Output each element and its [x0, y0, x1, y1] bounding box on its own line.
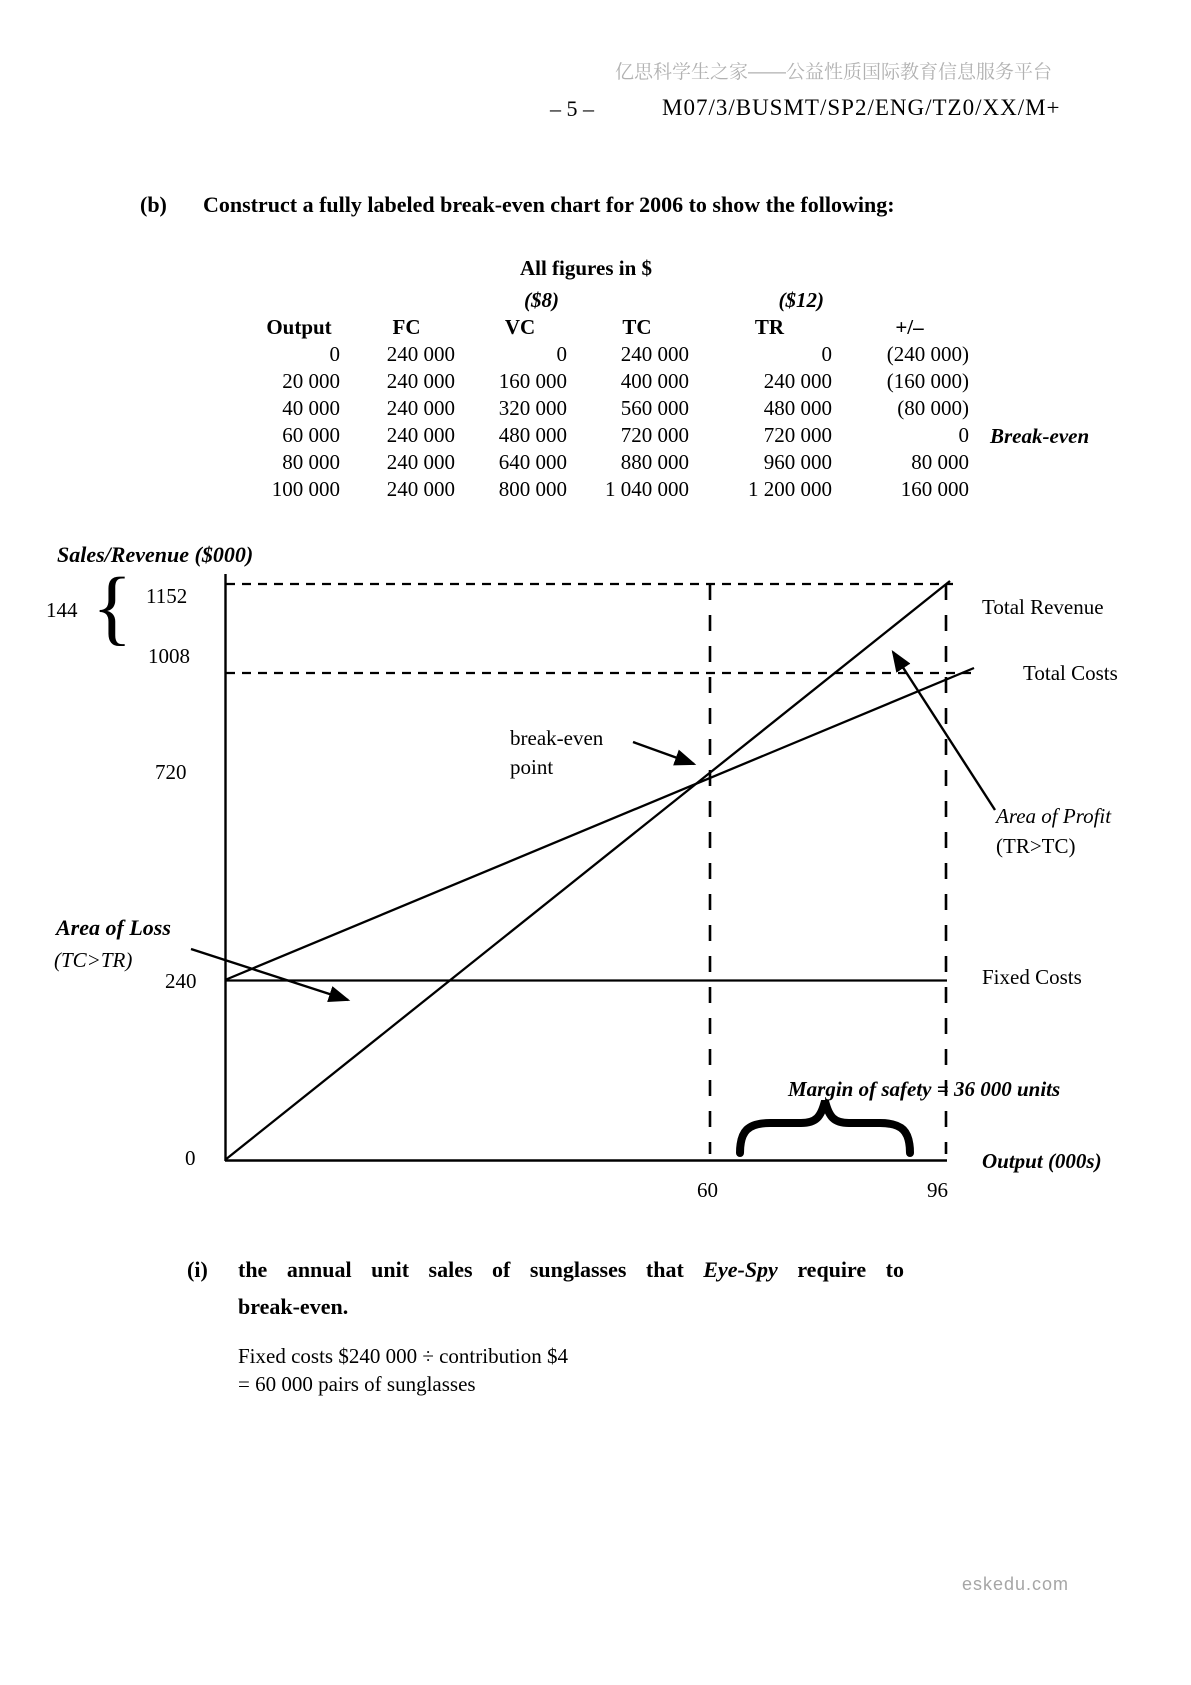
col-header-output: Output	[266, 315, 332, 339]
total-costs-line	[225, 668, 974, 980]
paper-code: M07/3/BUSMT/SP2/ENG/TZ0/XX/M+	[662, 95, 1061, 120]
y-tick-240: 240	[165, 969, 197, 993]
cell-tc: 720 000	[620, 423, 689, 447]
question-i-line1	[238, 1257, 904, 1283]
site-watermark: eskedu.com	[962, 1574, 1070, 1594]
revenue-gap-brace: {	[92, 561, 133, 654]
working-line1: Fixed costs $240 000 ÷ contribution $4	[238, 1344, 569, 1368]
cell-tr: 960 000	[763, 450, 832, 474]
area-of-loss-arrow	[191, 949, 348, 1000]
y-tick-1008: 1008	[148, 644, 190, 668]
cell-pl: (80 000)	[897, 396, 969, 420]
fixed-costs-label: Fixed Costs	[982, 965, 1082, 989]
y-tick-1152: 1152	[146, 584, 188, 608]
x-tick-96: 96	[927, 1178, 948, 1202]
question-b-text: Construct a fully labeled break-even chart for 2006 to show the following:	[203, 192, 895, 217]
y-tick-720: 720	[155, 760, 187, 784]
x-tick-60: 60	[697, 1178, 718, 1202]
margin-of-safety-brace	[740, 1101, 910, 1153]
cell-output: 60 000	[282, 423, 340, 447]
cell-tr: 1 200 000	[748, 477, 832, 501]
cell-pl: 80 000	[911, 450, 969, 474]
cell-output: 40 000	[282, 396, 340, 420]
cell-pl: 160 000	[900, 477, 969, 501]
total-revenue-label: Total Revenue	[982, 595, 1104, 619]
col-header-vc: VC	[504, 315, 536, 339]
cell-vc: 640 000	[498, 450, 567, 474]
area-of-profit-label: Area of Profit	[996, 804, 1112, 828]
cn-watermark: 亿思科学生之家——公益性质国际教育信息服务平台	[615, 62, 1053, 83]
cell-fc: 240 000	[386, 477, 455, 501]
cell-pl: 0	[958, 423, 969, 447]
cell-fc: 240 000	[386, 369, 455, 393]
cell-tc: 560 000	[620, 396, 689, 420]
col-header-tr: TR	[754, 315, 785, 339]
cell-tc: 1 040 000	[605, 477, 689, 501]
cell-tr: 0	[821, 342, 832, 366]
cell-fc: 240 000	[386, 396, 455, 420]
col-header-fc: FC	[392, 315, 421, 339]
working-line2: = 60 000 pairs of sunglasses	[238, 1372, 476, 1396]
total-costs-label: Total Costs	[1023, 661, 1118, 685]
cell-tc: 880 000	[620, 450, 689, 474]
area-of-profit-arrow	[893, 652, 995, 810]
gap-144-label: 144	[46, 598, 78, 622]
break-even-point-line2: point	[510, 755, 554, 779]
col-header-tc: TC	[622, 315, 652, 339]
question-i-label: (i)	[187, 1257, 208, 1282]
cell-vc: 320 000	[498, 396, 567, 420]
question-i-line2: break-even.	[238, 1294, 349, 1319]
question-i-text-pre: the annual unit sales of sunglasses that	[238, 1257, 704, 1282]
break-even-point-label	[510, 724, 603, 782]
break-even-point-line1: break-even	[510, 726, 604, 750]
break-even-row-note: Break-even	[990, 424, 1090, 448]
cell-output: 20 000	[282, 369, 340, 393]
cell-tr: 720 000	[763, 423, 832, 447]
cell-vc: 160 000	[498, 369, 567, 393]
cell-fc: 240 000	[386, 342, 455, 366]
page-number: – 5 –	[550, 96, 594, 121]
total-revenue-line	[225, 581, 950, 1160]
cell-vc: 0	[556, 342, 567, 366]
vc-unit-price: ($8)	[524, 288, 559, 312]
cell-pl: (240 000)	[886, 342, 969, 366]
y-axis-title: Sales/Revenue ($000)	[57, 542, 254, 567]
cell-tr: 480 000	[763, 396, 832, 420]
company-name: Eye-Spy	[703, 1257, 778, 1282]
cell-fc: 240 000	[386, 450, 455, 474]
break-even-arrow	[633, 742, 694, 764]
cell-tc: 240 000	[620, 342, 689, 366]
col-header-pl: +/–	[895, 315, 924, 339]
cell-output: 80 000	[282, 450, 340, 474]
area-of-loss-label: Area of Loss	[56, 915, 171, 940]
margin-of-safety-label: Margin of safety = 36 000 units	[788, 1077, 1061, 1101]
cell-fc: 240 000	[386, 423, 455, 447]
cell-tr: 240 000	[763, 369, 832, 393]
table-title: All figures in $	[519, 256, 653, 280]
cell-tc: 400 000	[620, 369, 689, 393]
cell-pl: (160 000)	[886, 369, 969, 393]
cell-output: 0	[329, 342, 340, 366]
cell-vc: 480 000	[498, 423, 567, 447]
y-tick-0: 0	[185, 1146, 196, 1170]
question-b-label: (b)	[140, 192, 167, 217]
area-of-loss-sub: (TC>TR)	[54, 948, 133, 972]
tr-unit-price: ($12)	[778, 288, 824, 312]
cell-vc: 800 000	[498, 477, 567, 501]
x-axis-title: Output (000s)	[982, 1149, 1102, 1173]
cell-output: 100 000	[271, 477, 340, 501]
question-i-text-post: require to	[777, 1257, 904, 1282]
area-of-profit-sub: (TR>TC)	[996, 834, 1076, 858]
